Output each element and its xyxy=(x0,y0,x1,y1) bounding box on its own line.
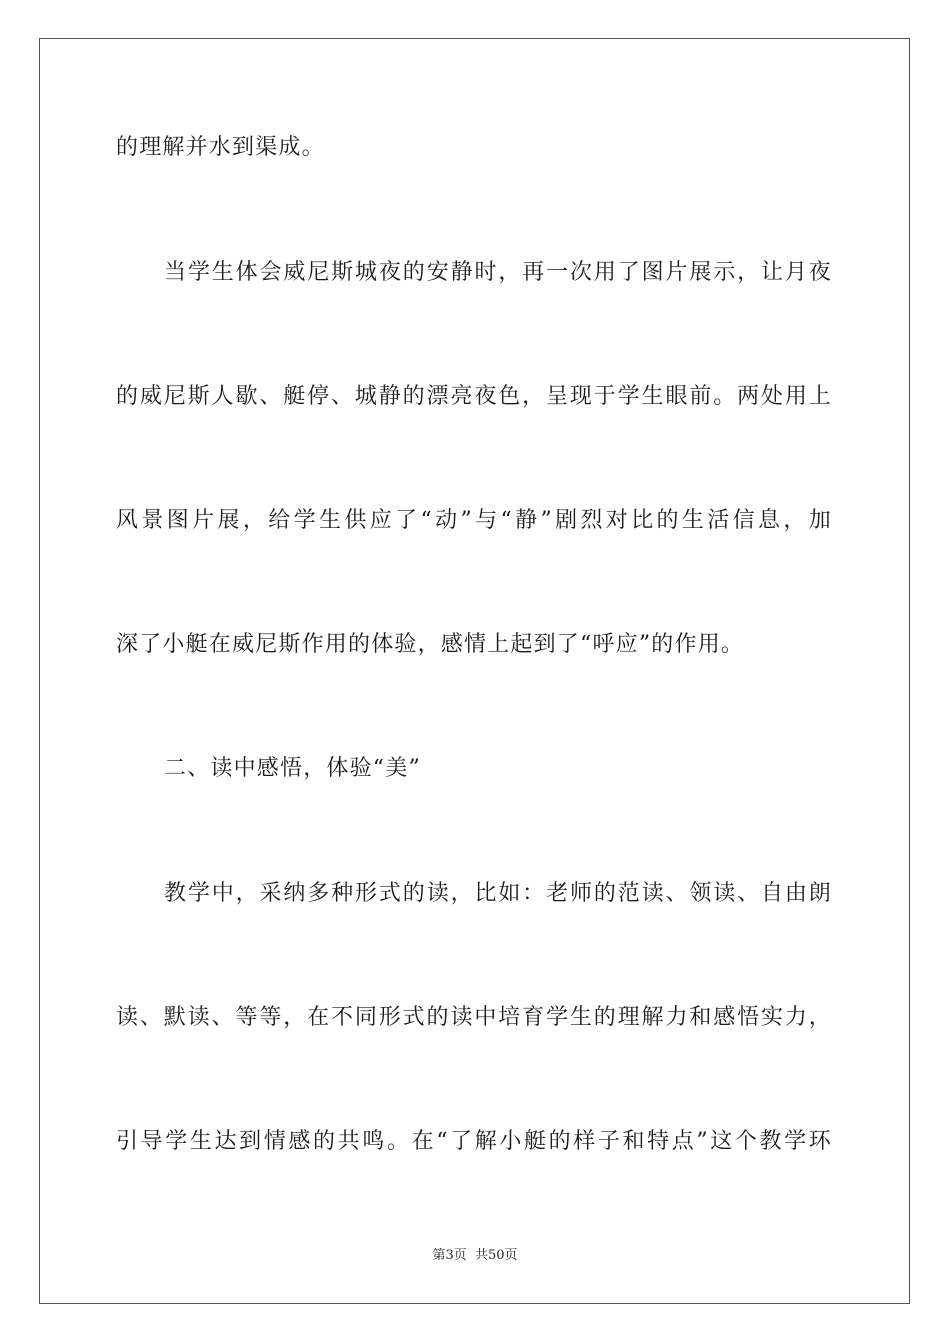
text-line-7: 教学中，采纳多种形式的读，比如：老师的范读、领读、自由朗 xyxy=(164,881,832,906)
text-line-9: 引导学生达到情感的共鸣。在“了解小艇的样子和特点”这个教学环 xyxy=(116,1129,832,1154)
section-heading: 二、读中感悟，体验“美” xyxy=(164,756,421,781)
page-border xyxy=(39,38,910,1304)
text-line-8: 读、默读、等等，在不同形式的读中培育学生的理解力和感悟实力， xyxy=(116,1005,832,1030)
text-line-4: 风景图片展，给学生供应了“动”与“静”剧烈对比的生活信息，加 xyxy=(116,508,832,533)
text-line-3: 的威尼斯人歇、艇停、城静的漂亮夜色，呈现于学生眼前。两处用上 xyxy=(116,384,832,409)
text-line-5: 深了小艇在威尼斯作用的体验，感情上起到了“呼应”的作用。 xyxy=(116,632,745,657)
page-footer xyxy=(0,1247,950,1265)
current-page-label: 第3页 xyxy=(432,1248,467,1263)
total-pages-label: 共50页 xyxy=(474,1248,518,1263)
text-line-2: 当学生体会威尼斯城夜的安静时，再一次用了图片展示，让月夜 xyxy=(164,260,832,285)
text-line-1: 的理解并水到渠成。 xyxy=(116,135,325,160)
